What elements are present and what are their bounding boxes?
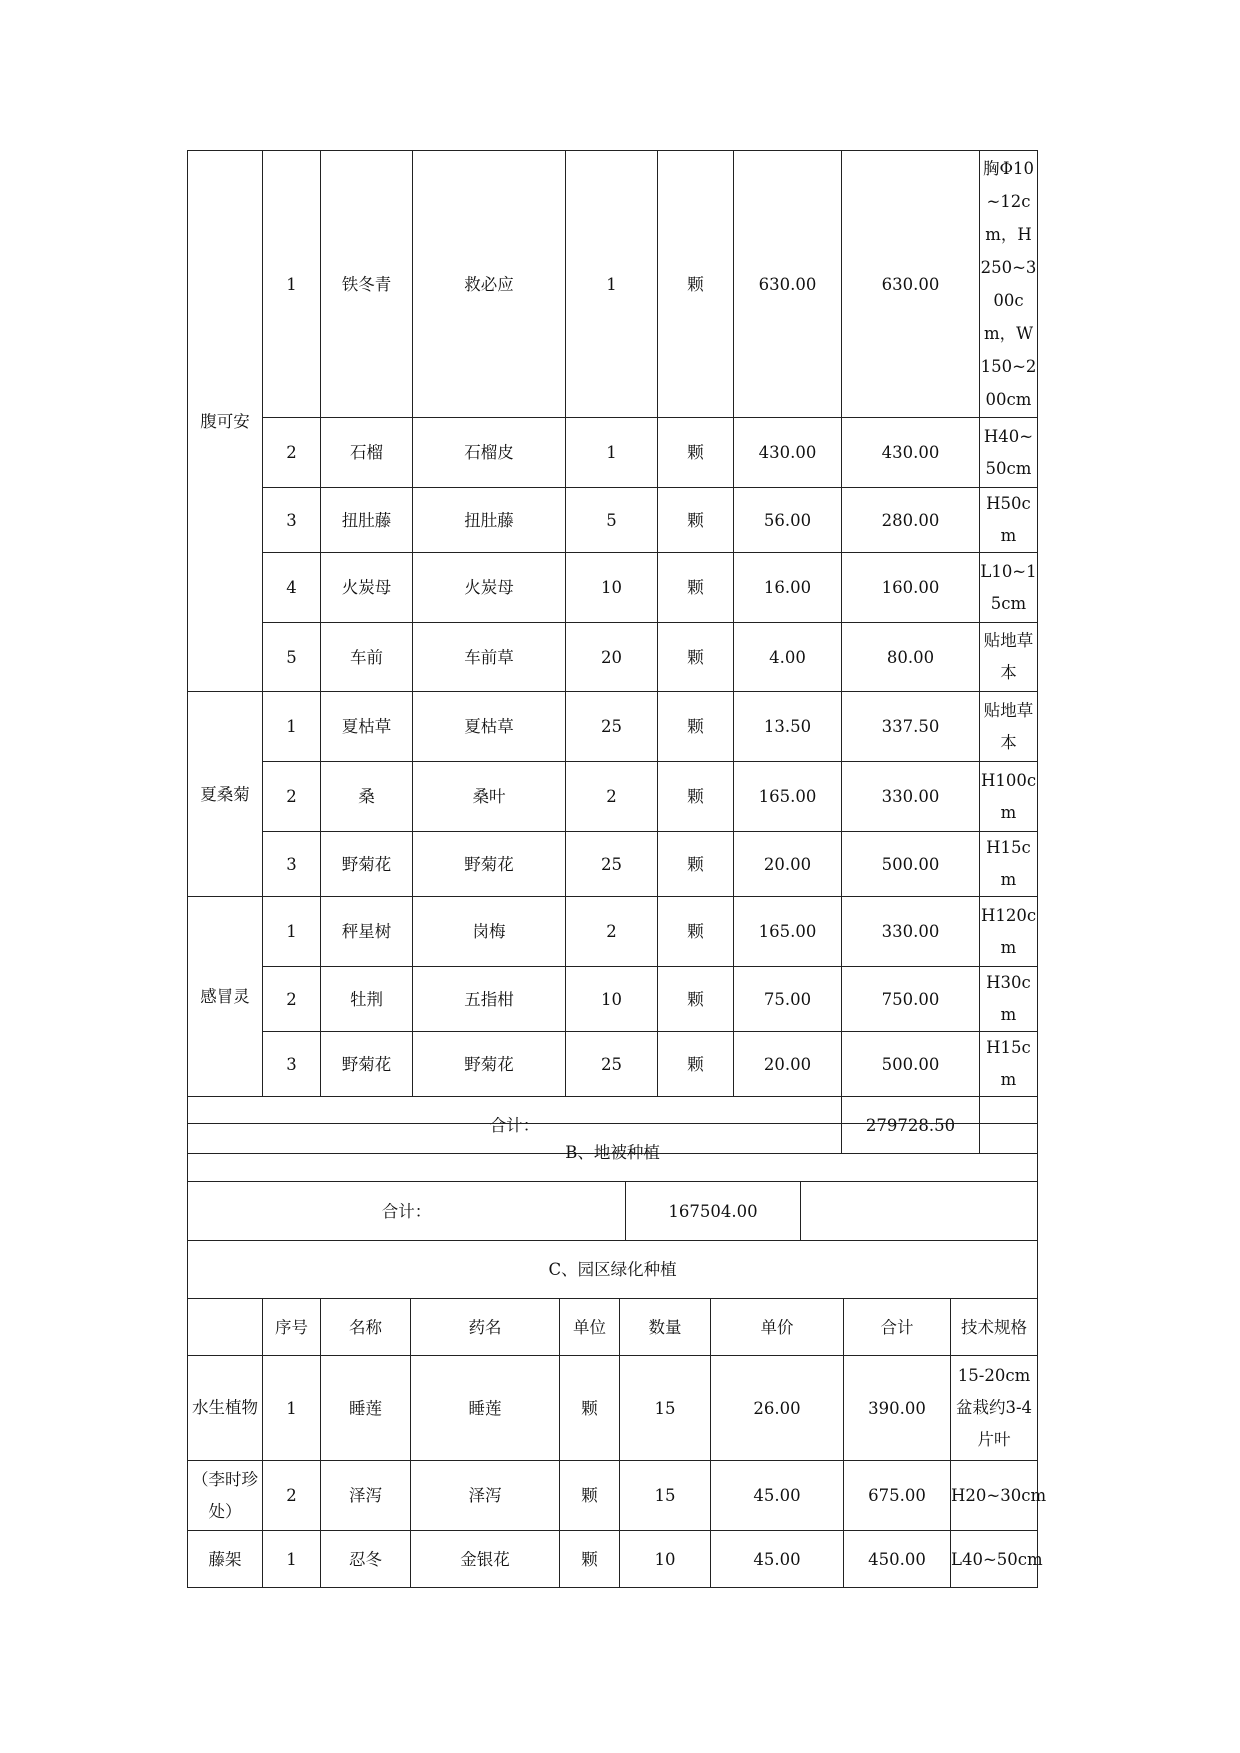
unit-price: 45.00	[711, 1531, 844, 1588]
row-total: 330.00	[842, 762, 980, 832]
table-row	[188, 762, 1038, 832]
row-total: 675.00	[844, 1461, 951, 1531]
plant-name: 野菊花	[321, 1032, 413, 1097]
header-empty	[188, 1299, 263, 1356]
quantity: 5	[566, 488, 658, 553]
spec: H15cm	[980, 1032, 1038, 1097]
spec: L40~50cm	[951, 1531, 1038, 1588]
plant-name: 车前	[321, 623, 413, 692]
row-total: 80.00	[842, 623, 980, 692]
header-cell: 技术规格	[951, 1299, 1038, 1356]
group-name: 感冒灵	[188, 897, 263, 1097]
unit-price: 430.00	[734, 418, 842, 488]
row-no: 2	[263, 967, 321, 1032]
quantity: 25	[566, 692, 658, 762]
total-label: 合计：	[188, 1097, 842, 1154]
row-total: 337.50	[842, 692, 980, 762]
row-no: 2	[263, 418, 321, 488]
row-total: 750.00	[842, 967, 980, 1032]
herb-name: 睡莲	[411, 1356, 560, 1461]
unit: 颗	[658, 967, 734, 1032]
unit-price: 75.00	[734, 967, 842, 1032]
herb-name: 石榴皮	[413, 418, 566, 488]
table-row	[188, 1032, 1038, 1097]
header-cell: 单位	[560, 1299, 620, 1356]
table-row	[188, 553, 1038, 623]
quantity: 10	[620, 1531, 711, 1588]
row-total: 430.00	[842, 418, 980, 488]
row-no: 2	[263, 762, 321, 832]
total-row	[188, 1182, 1038, 1241]
row-no: 3	[263, 832, 321, 897]
table-row	[188, 692, 1038, 762]
unit: 颗	[560, 1531, 620, 1588]
unit: 颗	[658, 418, 734, 488]
section-c-table	[187, 1240, 1047, 1588]
spec: 15-20cm盆栽约3-4片叶	[951, 1356, 1038, 1461]
total-empty	[801, 1182, 1038, 1241]
row-total: 630.00	[842, 151, 980, 418]
row-no: 1	[263, 1531, 321, 1588]
herb-name: 车前草	[413, 623, 566, 692]
spec: H30cm	[980, 967, 1038, 1032]
plant-name: 夏枯草	[321, 692, 413, 762]
unit: 颗	[658, 832, 734, 897]
spec: H15cm	[980, 832, 1038, 897]
table-row	[188, 1356, 1038, 1461]
quantity: 25	[566, 832, 658, 897]
table-row	[188, 967, 1038, 1032]
herb-name: 扭肚藤	[413, 488, 566, 553]
quantity: 2	[566, 897, 658, 967]
plant-name: 忍冬	[321, 1531, 411, 1588]
plant-name: 火炭母	[321, 553, 413, 623]
header-row	[188, 1299, 1038, 1356]
row-total: 500.00	[842, 832, 980, 897]
row-total: 160.00	[842, 553, 980, 623]
unit-price: 4.00	[734, 623, 842, 692]
header-cell: 单价	[711, 1299, 844, 1356]
plant-name: 泽泻	[321, 1461, 411, 1531]
row-no: 3	[263, 1032, 321, 1097]
herb-name: 金银花	[411, 1531, 560, 1588]
unit-price: 45.00	[711, 1461, 844, 1531]
table-row	[188, 488, 1038, 553]
herb-name: 岗梅	[413, 897, 566, 967]
plant-name: 野菊花	[321, 832, 413, 897]
table-row	[188, 1531, 1038, 1588]
unit: 颗	[658, 151, 734, 418]
plant-table-a	[187, 150, 1038, 1154]
spec: H50cm	[980, 488, 1038, 553]
row-no: 3	[263, 488, 321, 553]
quantity: 15	[620, 1356, 711, 1461]
table-row	[188, 832, 1038, 897]
unit: 颗	[658, 897, 734, 967]
quantity: 1	[566, 418, 658, 488]
unit: 颗	[658, 623, 734, 692]
plant-name: 铁冬青	[321, 151, 413, 418]
quantity: 25	[566, 1032, 658, 1097]
herb-name: 五指柑	[413, 967, 566, 1032]
quantity: 2	[566, 762, 658, 832]
plant-name: 扭肚藤	[321, 488, 413, 553]
table-row	[188, 623, 1038, 692]
quantity: 10	[566, 967, 658, 1032]
unit-price: 20.00	[734, 1032, 842, 1097]
row-no: 1	[263, 897, 321, 967]
plant-name: 秤星树	[321, 897, 413, 967]
unit: 颗	[658, 553, 734, 623]
spec: L10~15cm	[980, 553, 1038, 623]
herb-name: 野菊花	[413, 832, 566, 897]
plant-name: 牡荆	[321, 967, 413, 1032]
row-no: 1	[263, 151, 321, 418]
header-cell: 合计	[844, 1299, 951, 1356]
herb-name: 火炭母	[413, 553, 566, 623]
spec: H100cm	[980, 762, 1038, 832]
plant-name: 桑	[321, 762, 413, 832]
unit: 颗	[658, 488, 734, 553]
header-cell: 药名	[411, 1299, 560, 1356]
row-no: 2	[263, 1461, 321, 1531]
unit: 颗	[658, 692, 734, 762]
row-no: 4	[263, 553, 321, 623]
header-cell: 序号	[263, 1299, 321, 1356]
spec: H40~50cm	[980, 418, 1038, 488]
unit-price: 16.00	[734, 553, 842, 623]
row-total: 330.00	[842, 897, 980, 967]
group-name: 夏桑菊	[188, 692, 263, 897]
plant-name: 睡莲	[321, 1356, 411, 1461]
unit: 颗	[658, 762, 734, 832]
unit-price: 26.00	[711, 1356, 844, 1461]
row-total: 390.00	[844, 1356, 951, 1461]
herb-name: 野菊花	[413, 1032, 566, 1097]
herb-name: 泽泻	[411, 1461, 560, 1531]
section-title-row	[188, 1124, 1038, 1182]
unit-price: 56.00	[734, 488, 842, 553]
row-total: 280.00	[842, 488, 980, 553]
section-title-row	[188, 1241, 1038, 1299]
quantity: 1	[566, 151, 658, 418]
group-name: （李时珍处）	[188, 1461, 263, 1531]
group-name: 水生植物	[188, 1356, 263, 1461]
row-no: 1	[263, 692, 321, 762]
spec: 胸Φ10~12cm，H250~300cm，W150~200cm	[980, 151, 1038, 418]
unit-price: 20.00	[734, 832, 842, 897]
row-total: 500.00	[842, 1032, 980, 1097]
section-b-title: B、地被种植	[188, 1124, 1038, 1182]
section-c-title: C、园区绿化种植	[188, 1241, 1038, 1299]
quantity: 10	[566, 553, 658, 623]
table-row	[188, 1461, 1038, 1531]
herb-name: 夏枯草	[413, 692, 566, 762]
table-row	[188, 418, 1038, 488]
unit: 颗	[658, 1032, 734, 1097]
total-value: 279728.50	[842, 1097, 980, 1154]
unit-price: 630.00	[734, 151, 842, 418]
spec: 贴地草本	[980, 623, 1038, 692]
plant-name: 石榴	[321, 418, 413, 488]
quantity: 15	[620, 1461, 711, 1531]
spec: H20~30cm	[951, 1461, 1038, 1531]
table-row	[188, 897, 1038, 967]
unit: 颗	[560, 1461, 620, 1531]
herb-name: 桑叶	[413, 762, 566, 832]
table-row	[188, 151, 1038, 418]
total-value: 167504.00	[626, 1182, 801, 1241]
row-total: 450.00	[844, 1531, 951, 1588]
spec: 贴地草本	[980, 692, 1038, 762]
unit-price: 13.50	[734, 692, 842, 762]
quantity: 20	[566, 623, 658, 692]
unit: 颗	[560, 1356, 620, 1461]
group-name: 腹可安	[188, 151, 263, 692]
unit-price: 165.00	[734, 897, 842, 967]
row-no: 5	[263, 623, 321, 692]
header-cell: 数量	[620, 1299, 711, 1356]
group-name: 藤架	[188, 1531, 263, 1588]
herb-name: 救必应	[413, 151, 566, 418]
row-no: 1	[263, 1356, 321, 1461]
section-b-table	[187, 1123, 1038, 1241]
spec: H120cm	[980, 897, 1038, 967]
unit-price: 165.00	[734, 762, 842, 832]
total-label: 合计：	[188, 1182, 626, 1241]
header-cell: 名称	[321, 1299, 411, 1356]
